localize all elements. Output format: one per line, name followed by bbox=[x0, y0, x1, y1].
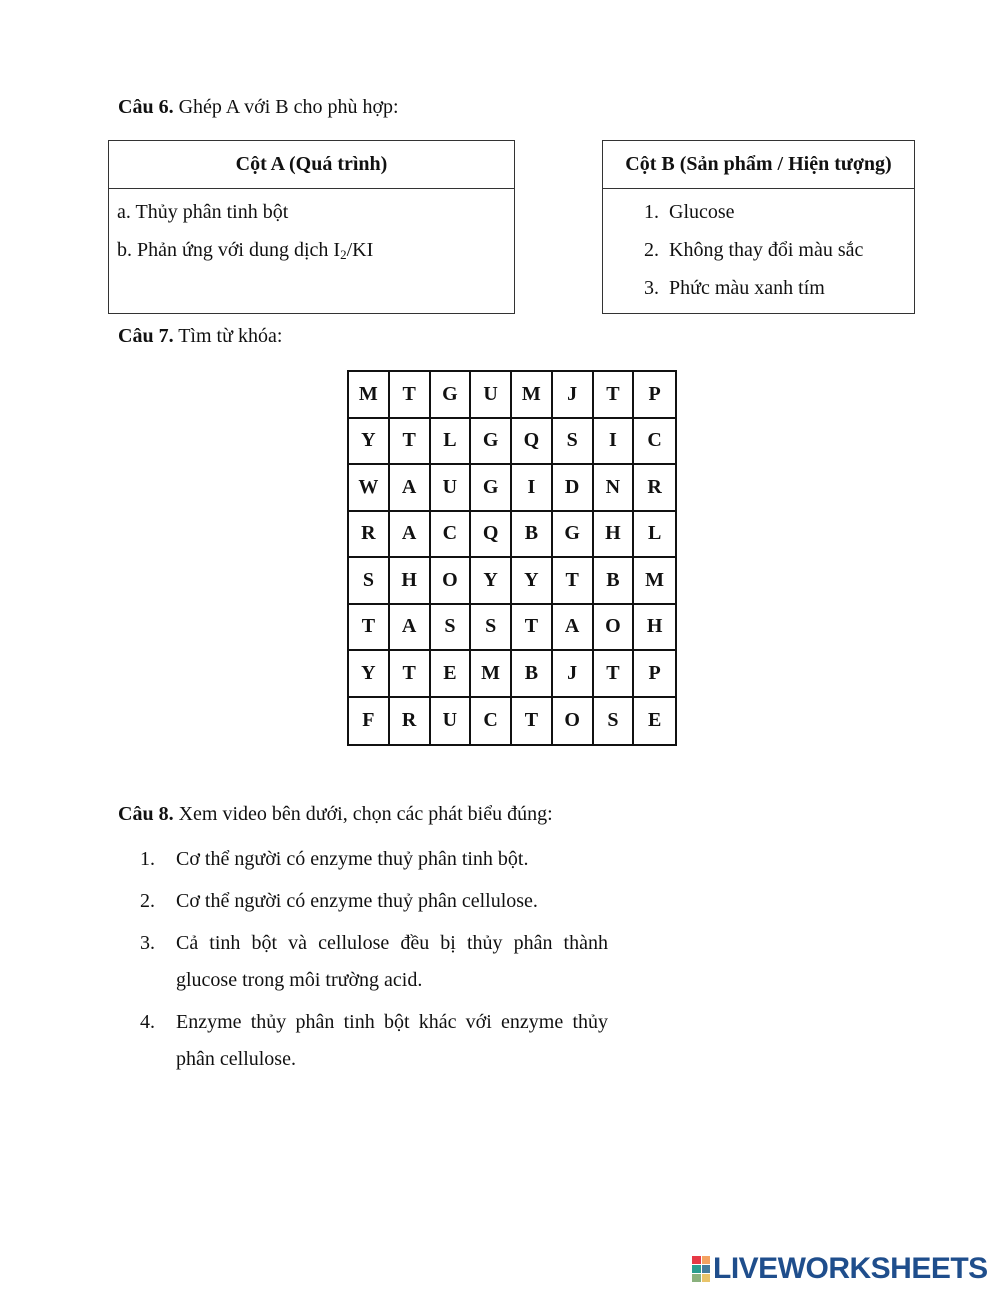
grid-cell-r7-c3[interactable]: E bbox=[431, 651, 472, 698]
grid-cell-r6-c8[interactable]: H bbox=[634, 605, 675, 652]
grid-cell-r5-c7[interactable]: B bbox=[594, 558, 635, 605]
grid-cell-r2-c7[interactable]: I bbox=[594, 419, 635, 466]
logo-block-1 bbox=[692, 1256, 701, 1264]
logo-block-6 bbox=[702, 1274, 711, 1282]
grid-cell-r2-c3[interactable]: L bbox=[431, 419, 472, 466]
logo-block-3 bbox=[692, 1265, 701, 1273]
grid-cell-r4-c8[interactable]: L bbox=[634, 512, 675, 559]
statement-1[interactable] bbox=[140, 846, 608, 878]
grid-cell-r7-c1[interactable]: Y bbox=[349, 651, 390, 698]
question-8-label: Câu 8. bbox=[118, 803, 174, 825]
subscript-2: 2 bbox=[340, 247, 347, 262]
grid-cell-r1-c4[interactable]: U bbox=[471, 372, 512, 419]
grid-cell-r6-c2[interactable]: A bbox=[390, 605, 431, 652]
logo-block-5 bbox=[692, 1274, 701, 1282]
question-7-label: Câu 7. bbox=[118, 325, 174, 347]
grid-cell-r7-c4[interactable]: M bbox=[471, 651, 512, 698]
column-a-item-a bbox=[117, 199, 506, 237]
grid-cell-r1-c1[interactable]: M bbox=[349, 372, 390, 419]
statement-3-text: Cả tinh bột và cellulose đều bị thủy phân thành glucose trong môi trường acid. bbox=[176, 932, 608, 991]
grid-cell-r7-c7[interactable]: T bbox=[594, 651, 635, 698]
grid-cell-r8-c1[interactable]: F bbox=[349, 698, 390, 745]
column-b-item-2-num: 2. bbox=[644, 239, 659, 261]
column-b-item-2 bbox=[603, 237, 906, 275]
grid-cell-r3-c2[interactable]: A bbox=[390, 465, 431, 512]
grid-cell-r1-c8[interactable]: P bbox=[634, 372, 675, 419]
grid-cell-r1-c5[interactable]: M bbox=[512, 372, 553, 419]
grid-cell-r1-c3[interactable]: G bbox=[431, 372, 472, 419]
grid-cell-r2-c6[interactable]: S bbox=[553, 419, 594, 466]
grid-cell-r8-c6[interactable]: O bbox=[553, 698, 594, 745]
column-b-header: Cột B (Sản phẩm / Hiện tượng) bbox=[603, 141, 914, 189]
question-7-text: Tìm từ khóa: bbox=[173, 325, 283, 347]
logo-blocks-icon bbox=[692, 1256, 710, 1282]
column-b-item-3 bbox=[603, 275, 906, 313]
grid-cell-r8-c8[interactable]: E bbox=[647, 709, 662, 732]
statement-3-num: 3. bbox=[140, 932, 155, 954]
column-a-header: Cột A (Quá trình) bbox=[109, 141, 514, 189]
grid-cell-r7-c2[interactable]: T bbox=[390, 651, 431, 698]
column-b-item-3-num: 3. bbox=[644, 277, 659, 299]
column-a-item-a-text: a. Thủy phân tinh bột bbox=[117, 201, 289, 223]
grid-cell-r2-c2[interactable]: T bbox=[390, 419, 431, 466]
statement-1-num: 1. bbox=[140, 848, 155, 870]
statement-4[interactable] bbox=[140, 1009, 608, 1078]
question-8-text: Xem video bên dưới, chọn các phát biểu đúng: bbox=[173, 803, 553, 825]
question-6-title bbox=[118, 96, 399, 119]
grid-cell-r3-c1[interactable]: W bbox=[349, 465, 390, 512]
column-b-item-2-text: Không thay đổi màu sắc bbox=[669, 239, 864, 261]
grid-cell-r3-c5[interactable]: I bbox=[512, 465, 553, 512]
grid-cell-r6-c6[interactable]: A bbox=[553, 605, 594, 652]
column-a-item-b bbox=[117, 237, 506, 275]
grid-cell-r4-c4[interactable]: Q bbox=[471, 512, 512, 559]
grid-cell-r2-c4[interactable]: G bbox=[471, 419, 512, 466]
grid-cell-r3-c6[interactable]: D bbox=[553, 465, 594, 512]
statement-3[interactable] bbox=[140, 930, 608, 999]
liveworksheets-logo[interactable] bbox=[692, 1252, 988, 1286]
grid-cell-r7-c6[interactable]: J bbox=[553, 651, 594, 698]
grid-cell-r2-c1[interactable]: Y bbox=[349, 419, 390, 466]
statement-list bbox=[140, 846, 608, 1088]
grid-cell-r5-c2[interactable]: H bbox=[390, 558, 431, 605]
question-8-title bbox=[118, 803, 553, 826]
grid-cell-r3-c8[interactable]: R bbox=[634, 465, 675, 512]
column-a-item-b-tail: /KI bbox=[346, 239, 374, 261]
grid-cell-r5-c1[interactable]: S bbox=[349, 558, 390, 605]
grid-cell-r5-c5[interactable]: Y bbox=[512, 558, 553, 605]
grid-cell-r3-c4[interactable]: G bbox=[471, 465, 512, 512]
grid-cell-r4-c1[interactable]: R bbox=[349, 512, 390, 559]
grid-cell-r8-c3[interactable]: U bbox=[431, 698, 472, 745]
column-b-item-1-num: 1. bbox=[644, 201, 659, 223]
grid-cell-r2-c8[interactable]: C bbox=[634, 419, 675, 466]
grid-cell-r1-c7[interactable]: T bbox=[594, 372, 635, 419]
word-search-grid bbox=[347, 370, 677, 746]
grid-cell-r7-c5[interactable]: B bbox=[512, 651, 553, 698]
statement-2-text: Cơ thể người có enzyme thuỷ phân cellulose. bbox=[176, 890, 538, 912]
grid-cell-r5-c3[interactable]: O bbox=[431, 558, 472, 605]
grid-cell-r4-c5[interactable]: B bbox=[512, 512, 553, 559]
grid-cell-r7-c8[interactable]: P bbox=[634, 651, 675, 698]
statement-4-num: 4. bbox=[140, 1011, 155, 1033]
column-a-item-b-text: b. Phản ứng với dung dịch I bbox=[117, 239, 341, 261]
grid-cell-r8-c7[interactable]: S bbox=[594, 698, 635, 745]
grid-cell-r1-c6[interactable]: J bbox=[553, 372, 594, 419]
grid-cell-r3-c3[interactable]: U bbox=[431, 465, 472, 512]
grid-cell-r5-c6[interactable]: T bbox=[553, 558, 594, 605]
question-6-text: Ghép A với B cho phù hợp: bbox=[173, 96, 399, 118]
grid-cell-r4-c7[interactable]: H bbox=[594, 512, 635, 559]
grid-cell-r6-c4[interactable]: S bbox=[471, 605, 512, 652]
grid-cell-r6-c1[interactable]: T bbox=[349, 605, 390, 652]
grid-cell-r8-c4[interactable]: C bbox=[471, 698, 512, 745]
grid-cell-r4-c3[interactable]: C bbox=[431, 512, 472, 559]
column-b-table bbox=[602, 140, 915, 314]
statement-4-text: Enzyme thủy phân tinh bột khác với enzyme thủy phân cellulose. bbox=[176, 1011, 608, 1070]
logo-text: LIVEWORKSHEETS bbox=[713, 1252, 988, 1285]
grid-cell-r4-c2[interactable]: A bbox=[390, 512, 431, 559]
logo-block-2 bbox=[702, 1256, 711, 1264]
grid-cell-r3-c7[interactable]: N bbox=[594, 465, 635, 512]
question-7-title bbox=[118, 325, 282, 348]
grid-cell-r4-c6[interactable]: G bbox=[553, 512, 594, 559]
logo-block-4 bbox=[702, 1265, 711, 1273]
grid-cell-r6-c3[interactable]: S bbox=[431, 605, 472, 652]
statement-2[interactable] bbox=[140, 888, 608, 920]
grid-cell-r5-c8[interactable]: M bbox=[634, 558, 675, 605]
question-6-label: Câu 6. bbox=[118, 96, 174, 118]
grid-cell-r6-c7[interactable]: O bbox=[594, 605, 635, 652]
grid-cell-r2-c5[interactable]: Q bbox=[512, 419, 553, 466]
column-b-item-1 bbox=[603, 199, 906, 237]
statement-2-num: 2. bbox=[140, 890, 155, 912]
grid-cell-r6-c5[interactable]: T bbox=[512, 605, 553, 652]
grid-cell-r8-c2[interactable]: R bbox=[390, 698, 431, 745]
statement-1-text: Cơ thể người có enzyme thuỷ phân tinh bột. bbox=[176, 848, 529, 870]
grid-cell-r1-c2[interactable]: T bbox=[390, 372, 431, 419]
column-b-item-3-text: Phức màu xanh tím bbox=[669, 277, 825, 299]
column-b-item-1-text: Glucose bbox=[669, 201, 735, 223]
grid-cell-r5-c4[interactable]: Y bbox=[471, 558, 512, 605]
grid-cell-r8-c5[interactable]: T bbox=[512, 698, 553, 745]
column-a-table bbox=[108, 140, 515, 314]
